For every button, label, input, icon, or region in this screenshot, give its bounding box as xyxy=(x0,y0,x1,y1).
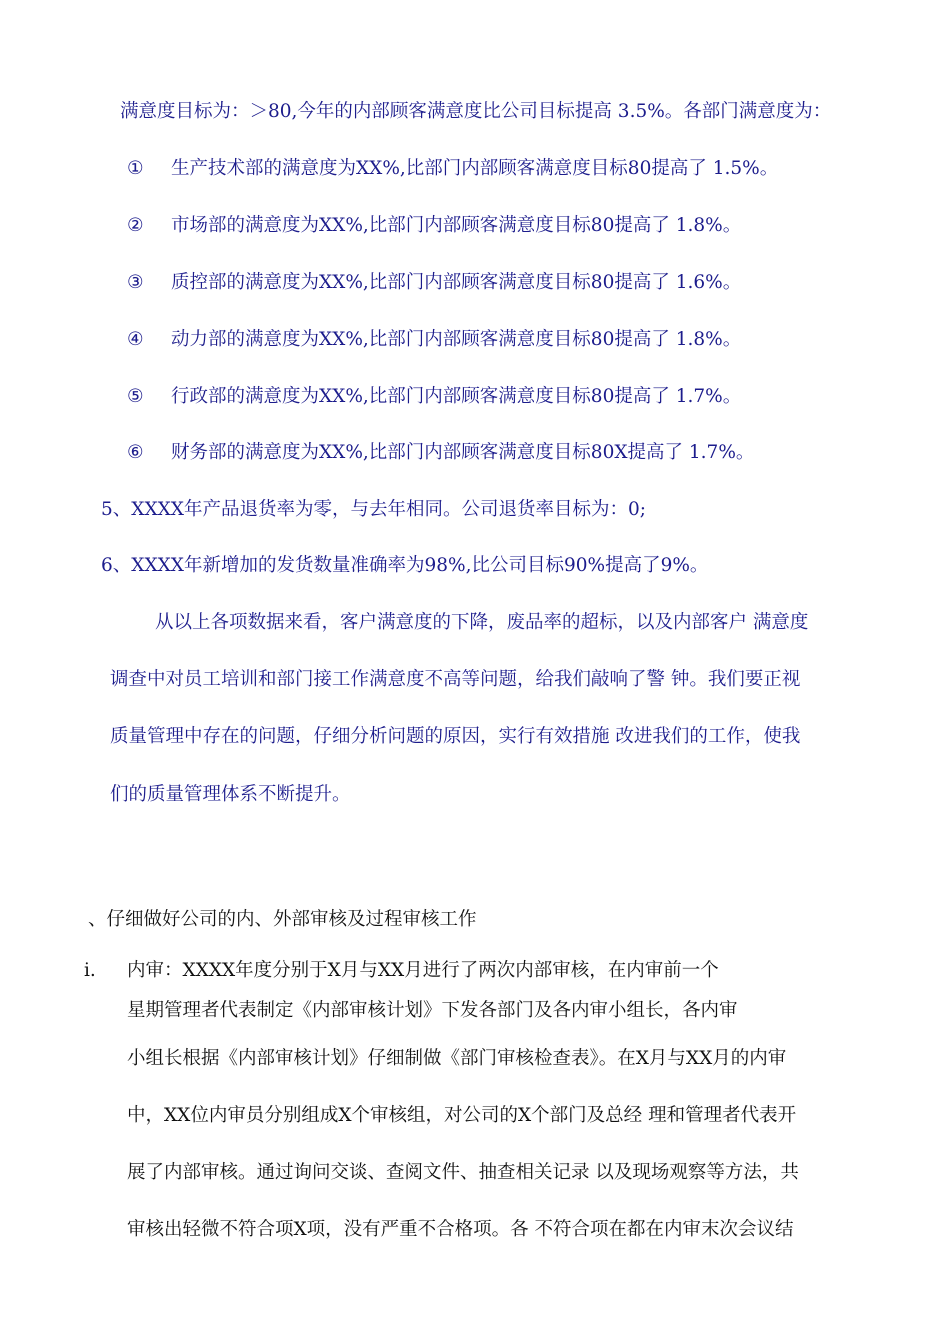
dept-text: 生产技术部的满意度为XX%,比部门内部顾客满意度目标80提高了 1.5%。 xyxy=(171,158,779,179)
summary-line: 从以上各项数据来看，客户满意度的下降，废品率的超标，以及内部客户 满意度 xyxy=(155,612,809,633)
item-marker: ⑥ xyxy=(127,442,144,463)
item-6: 6、XXXX年新增加的发货数量准确率为98%,比公司目标90%提高了9%。 xyxy=(101,555,709,576)
item-marker: ① xyxy=(127,158,144,179)
item-5: 5、XXXX年产品退货率为零，与去年相同。公司退货率目标为：0; xyxy=(101,499,646,520)
audit-line: 星期管理者代表制定《内部审核计划》下发各部门及各内审小组长，各内审 xyxy=(127,1000,738,1021)
dept-item xyxy=(127,384,741,410)
dept-item xyxy=(127,440,754,466)
item-marker: ⑤ xyxy=(127,386,144,407)
item-marker: ② xyxy=(127,215,144,236)
audit-line: 中，XX位内审员分别组成X个审核组，对公司的X个部门及总经 理和管理者代表开 xyxy=(127,1105,797,1126)
item-marker: ④ xyxy=(127,329,144,350)
audit-line: 审核出轻微不符合项X项，没有严重不合格项。各 不符合项在都在内审末次会议结 xyxy=(127,1219,794,1240)
summary-line: 质量管理中存在的问题，仔细分析问题的原因，实行有效措施 改进我们的工作，使我 xyxy=(110,726,801,747)
dept-text: 市场部的满意度为XX%,比部门内部顾客满意度目标80提高了 1.8%。 xyxy=(171,215,742,236)
list-marker: i. xyxy=(84,960,96,981)
audit-line: 内审：XXXX年度分别于X月与XX月进行了两次内部审核，在内审前一个 xyxy=(127,960,719,981)
item-marker: ③ xyxy=(127,272,144,293)
dept-text: 财务部的满意度为XX%,比部门内部顾客满意度目标80X提高了 1.7%。 xyxy=(171,442,755,463)
dept-item xyxy=(127,270,741,296)
dept-item xyxy=(127,213,741,239)
dept-text: 动力部的满意度为XX%,比部门内部顾客满意度目标80提高了 1.8%。 xyxy=(171,329,742,350)
summary-line: 调查中对员工培训和部门接工作满意度不高等问题，给我们敲响了警 钟。我们要正视 xyxy=(110,669,801,690)
summary-line: 们的质量管理体系不断提升。 xyxy=(110,784,351,805)
audit-line: 小组长根据《内部审核计划》仔细制做《部门审核检查表》。在X月与XX月的内审 xyxy=(127,1048,787,1069)
audit-line: 展了内部审核。通过询问交谈、查阅文件、抽查相关记录 以及现场观察等方法，共 xyxy=(127,1162,799,1183)
dept-text: 行政部的满意度为XX%,比部门内部顾客满意度目标80提高了 1.7%。 xyxy=(171,386,742,407)
dept-text: 质控部的满意度为XX%,比部门内部顾客满意度目标80提高了 1.6%。 xyxy=(171,272,742,293)
section-heading: 、仔细做好公司的内、外部审核及过程审核工作 xyxy=(88,909,477,930)
dept-item xyxy=(127,327,741,353)
satisfaction-intro: 满意度目标为：＞80,今年的内部顾客满意度比公司目标提高 3.5%。各部门满意度为： xyxy=(120,101,832,122)
dept-item xyxy=(127,156,778,182)
